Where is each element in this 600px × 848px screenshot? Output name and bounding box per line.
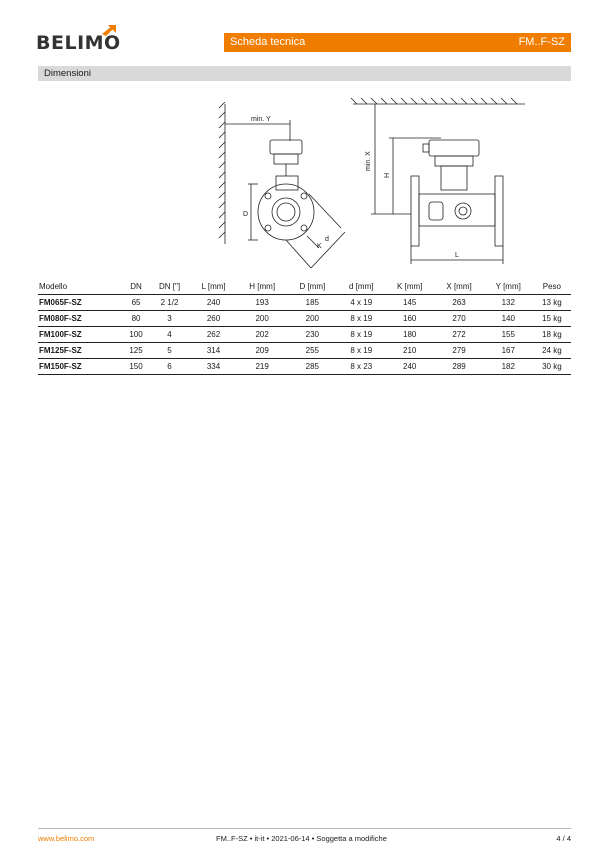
table-cell: 65	[123, 295, 149, 311]
table-cell: 334	[190, 359, 237, 375]
website-link[interactable]: www.belimo.com	[38, 834, 95, 843]
table-cell: FM100F-SZ	[38, 327, 123, 343]
table-cell: 200	[287, 311, 337, 327]
footer-info: FM..F-SZ • it-it • 2021-06-14 • Soggetta a modifiche	[216, 834, 387, 843]
table-cell: 6	[149, 359, 190, 375]
table-cell: 200	[237, 311, 287, 327]
label-min-y: min. Y	[251, 116, 271, 123]
table-row	[38, 343, 571, 359]
table-row	[38, 295, 571, 311]
col-header: DN ["]	[149, 279, 190, 295]
table-cell: 289	[434, 359, 483, 375]
product-code: FM..F-SZ	[518, 36, 565, 48]
col-header: D [mm]	[287, 279, 337, 295]
table-row	[38, 327, 571, 343]
table-cell: 13 kg	[533, 295, 571, 311]
belimo-logo	[36, 24, 136, 56]
label-h: H	[384, 172, 391, 178]
table-cell: 80	[123, 311, 149, 327]
table-cell: 279	[434, 343, 483, 359]
table-cell: 24 kg	[533, 343, 571, 359]
table-cell: 155	[484, 327, 533, 343]
table-cell: 125	[123, 343, 149, 359]
table-cell: 210	[385, 343, 434, 359]
header-bar	[224, 33, 571, 52]
col-header: H [mm]	[237, 279, 287, 295]
table-cell: 150	[123, 359, 149, 375]
col-header: L [mm]	[190, 279, 237, 295]
table-cell: 314	[190, 343, 237, 359]
table-cell: 2 1/2	[149, 295, 190, 311]
brand-name: BELIMO	[36, 32, 121, 54]
col-header: K [mm]	[385, 279, 434, 295]
table-cell: 160	[385, 311, 434, 327]
table-cell: 285	[287, 359, 337, 375]
label-l: L	[455, 252, 459, 259]
table-cell: 219	[237, 359, 287, 375]
table-cell: 185	[287, 295, 337, 311]
col-header: DN	[123, 279, 149, 295]
col-header: Modello	[38, 279, 123, 295]
section-title-bar	[38, 66, 571, 81]
table-cell: 260	[190, 311, 237, 327]
table-header-row	[38, 279, 571, 295]
table-cell: 209	[237, 343, 287, 359]
col-header: Y [mm]	[484, 279, 533, 295]
doc-type: Scheda tecnica	[230, 36, 306, 48]
table-row	[38, 311, 571, 327]
table-cell: 180	[385, 327, 434, 343]
dimensions-table	[38, 279, 571, 375]
section-title: Dimensioni	[44, 68, 91, 79]
table-cell: 230	[287, 327, 337, 343]
col-header: X [mm]	[434, 279, 483, 295]
table-cell: 140	[484, 311, 533, 327]
label-d-hole: d	[325, 236, 329, 243]
page-footer	[38, 828, 571, 843]
label-k: K	[317, 243, 322, 250]
table-cell: 167	[484, 343, 533, 359]
label-min-x: min. X	[365, 151, 372, 171]
table-cell: 30 kg	[533, 359, 571, 375]
table-cell: 3	[149, 311, 190, 327]
table-cell: 202	[237, 327, 287, 343]
table-cell: 263	[434, 295, 483, 311]
page-number: 4 / 4	[556, 834, 571, 843]
table-cell: 132	[484, 295, 533, 311]
table-cell: 8 x 23	[337, 359, 385, 375]
col-header: d [mm]	[337, 279, 385, 295]
table-cell: FM080F-SZ	[38, 311, 123, 327]
table-cell: 193	[237, 295, 287, 311]
table-cell: 182	[484, 359, 533, 375]
table-cell: 15 kg	[533, 311, 571, 327]
table-cell: 5	[149, 343, 190, 359]
table-cell: 18 kg	[533, 327, 571, 343]
wall-left	[219, 102, 225, 244]
table-cell: 8 x 19	[337, 311, 385, 327]
table-cell: 240	[190, 295, 237, 311]
table-cell: 4 x 19	[337, 295, 385, 311]
table-cell: 272	[434, 327, 483, 343]
dimension-drawing	[215, 96, 535, 276]
table-cell: 8 x 19	[337, 327, 385, 343]
table-cell: FM150F-SZ	[38, 359, 123, 375]
table-cell: 100	[123, 327, 149, 343]
col-header: Peso	[533, 279, 571, 295]
table-cell: FM125F-SZ	[38, 343, 123, 359]
label-d: D	[243, 211, 249, 218]
table-cell: 145	[385, 295, 434, 311]
table-cell: 8 x 19	[337, 343, 385, 359]
table-cell: 240	[385, 359, 434, 375]
table-cell: FM065F-SZ	[38, 295, 123, 311]
table-cell: 4	[149, 327, 190, 343]
table-row	[38, 359, 571, 375]
wall-top	[351, 98, 525, 104]
table-cell: 262	[190, 327, 237, 343]
table-cell: 270	[434, 311, 483, 327]
table-cell: 255	[287, 343, 337, 359]
